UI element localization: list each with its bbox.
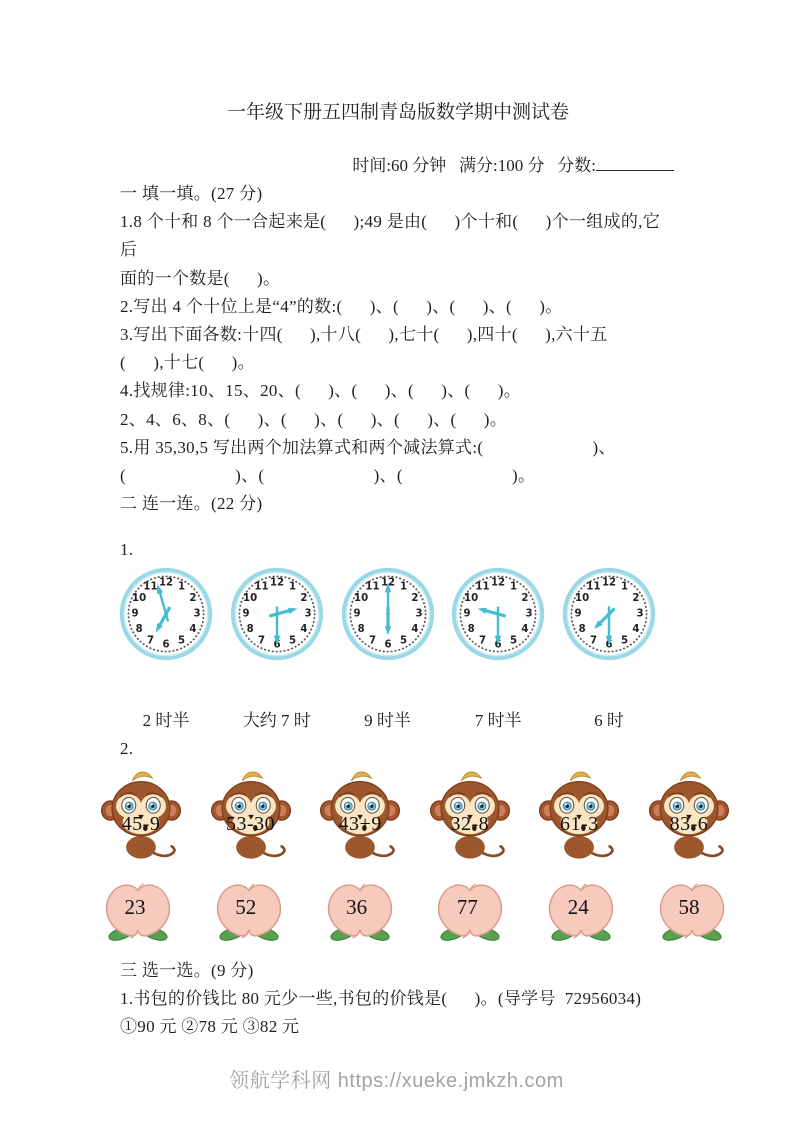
clock-slot-4 [451, 567, 545, 661]
peach-item-2 [208, 875, 290, 947]
q3-line-2: ( ),十七( )。 [120, 353, 255, 373]
q4-line-1: 4.找规律:10、15、20、( )、( )、( )、( )。 [120, 381, 522, 401]
clock-label-row [119, 707, 656, 735]
section2-heading: 二 连一连。(22 分) [120, 494, 263, 514]
peach-item-5 [540, 875, 622, 947]
monkey-expression: 53-30 [226, 812, 276, 835]
page-title: 一年级下册五四制青岛版数学期中测试卷 [226, 102, 569, 123]
peach-number: 52 [235, 894, 257, 919]
monkey-expression: 83-6 [669, 812, 709, 835]
section2-q2-label: 2. [120, 738, 134, 758]
q2-line: 2.写出 4 个十位上是“4”的数:( )、( )、( )、( )。 [120, 296, 563, 316]
monkey-expression: 61-3 [560, 812, 599, 835]
score-blank-line [596, 156, 674, 171]
paper-content [120, 100, 709, 1041]
peach-number: 58 [678, 894, 700, 919]
monkey-row [97, 765, 733, 863]
peach-item-4 [429, 875, 511, 947]
monkey-expression: 43+9 [338, 812, 382, 835]
monkey-expression: 45-9 [121, 812, 161, 835]
monkey-item-6 [645, 765, 733, 863]
q3-line-1: 3.写出下面各数:十四( ),十八( ),七十( ),四十( ),六十五 [120, 325, 608, 345]
peach-number: 36 [346, 894, 368, 919]
q5-line-1: 5.用 35,30,5 写出两个加法算式和两个减法算式:( )、 [120, 437, 616, 457]
monkey-expression: 32-8 [450, 812, 490, 835]
q5-line-2: ( )、( )、( )。 [120, 466, 536, 486]
peach-number: 24 [567, 894, 589, 919]
clock-time-label-1: 2 时半 [142, 710, 190, 730]
clock-face-9-30-icon [451, 567, 545, 661]
monkey-item-3 [316, 765, 404, 863]
watermark-footer: 领航学科网 https://xueke.jmkzh.com [229, 1070, 564, 1092]
exam-info-line [120, 152, 676, 180]
monkey-item-4 [426, 765, 514, 863]
section2-q1-label: 1. [120, 540, 134, 560]
monkey-item-2 [207, 765, 295, 863]
exam-info-text: 时间:60 分钟 满分:100 分 分数: [352, 156, 596, 175]
monkey-item-1 [97, 765, 185, 863]
peach-item-6 [651, 875, 733, 947]
clock-time-label-4: 7 时半 [474, 710, 522, 730]
peach-number: 77 [456, 894, 478, 919]
q4-line-2: 2、4、6、8、( )、( )、( )、( )、( )。 [120, 409, 508, 429]
clock-face-6-00-icon [341, 567, 435, 661]
q1-line-2: 面的一个数是( )。 [120, 268, 281, 288]
clock-face-about-7-icon [119, 567, 213, 661]
clock-time-label-2: 大约 7 时 [242, 710, 311, 730]
peach-item-1 [97, 875, 179, 947]
peach-row [97, 875, 733, 951]
q1-line-1: 1.8 个十和 8 个一合起来是( );49 是由( )个十和( )个一组成的,它后 [120, 212, 660, 260]
clock-slot-2 [230, 567, 324, 661]
clock-time-label-5: 6 时 [594, 710, 624, 730]
clock-face-7-30-icon [562, 567, 656, 661]
clock-row [119, 567, 656, 671]
clock-time-label-3: 9 时半 [364, 710, 411, 730]
clock-face-2-30-icon [230, 567, 324, 661]
monkey-item-5 [535, 765, 623, 863]
peach-item-3 [319, 875, 401, 947]
peach-number: 23 [124, 894, 146, 919]
section3-heading: 三 选一选。(9 分) [120, 960, 254, 980]
section3-q1-line: 1.书包的价钱比 80 元少一些,书包的价钱是( )。(导学号 72956034) [120, 989, 642, 1009]
section3-options-line: ①90 元 ②78 元 ③82 元 [120, 1017, 300, 1037]
section1-heading: 一 填一填。(27 分) [120, 184, 263, 203]
clock-slot-5 [562, 567, 656, 661]
clock-slot-3 [341, 567, 435, 661]
clock-slot-1 [119, 567, 213, 661]
